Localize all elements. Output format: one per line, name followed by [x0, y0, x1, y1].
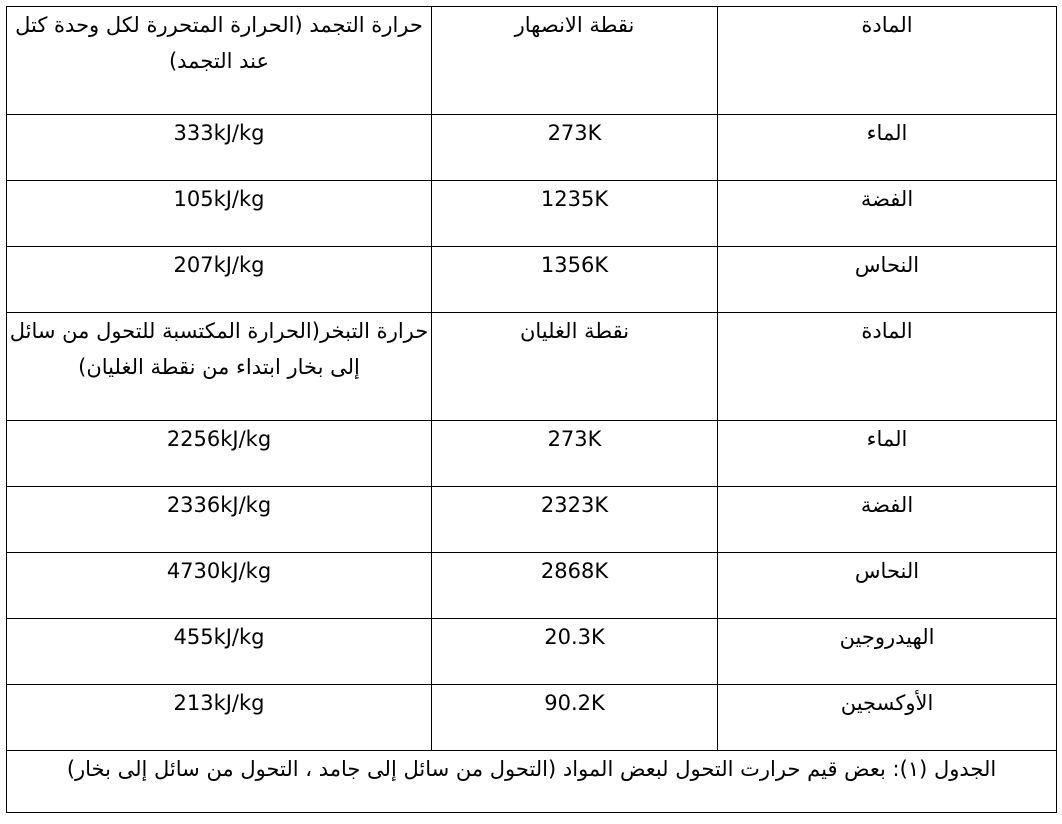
table-row: [7, 181, 1057, 247]
material-cell: النحاس: [718, 553, 1057, 619]
melting-point-cell: 273K: [432, 115, 718, 181]
boiling-point-cell: 273K: [432, 421, 718, 487]
vaporization-heat-cell: 4730kJ/kg: [7, 553, 432, 619]
freezing-heat-cell: 105kJ/kg: [7, 181, 432, 247]
boiling-header-row: [7, 313, 1057, 421]
freezing-heat-cell: 333kJ/kg: [7, 115, 432, 181]
material-cell: الماء: [718, 115, 1057, 181]
vaporization-heat-header: حرارة التبخر(الحرارة المكتسبة للتحول من سائل إلى بخار ابتداء من نقطة الغليان): [7, 313, 432, 421]
caption-row: [7, 751, 1057, 813]
boiling-point-cell: 2323K: [432, 487, 718, 553]
vaporization-heat-cell: 213kJ/kg: [7, 685, 432, 751]
melting-header-row: [7, 7, 1057, 115]
table-row: [7, 619, 1057, 685]
material-cell: الماء: [718, 421, 1057, 487]
boiling-point-cell: 2868K: [432, 553, 718, 619]
boiling-point-cell: 90.2K: [432, 685, 718, 751]
vaporization-heat-cell: 2256kJ/kg: [7, 421, 432, 487]
material-cell: الفضة: [718, 181, 1057, 247]
table-caption: الجدول (١): بعض قيم حرارت التحول لبعض المواد (التحول من سائل إلى جامد ، التحول من سائل إلى بخار): [7, 751, 1057, 813]
table-row: [7, 487, 1057, 553]
table-row: [7, 553, 1057, 619]
material-cell: النحاس: [718, 247, 1057, 313]
material-header: المادة: [718, 313, 1057, 421]
table-row: [7, 685, 1057, 751]
vaporization-heat-cell: 2336kJ/kg: [7, 487, 432, 553]
table-row: [7, 115, 1057, 181]
melting-point-cell: 1356K: [432, 247, 718, 313]
melting-point-header: نقطة الانصهار: [432, 7, 718, 115]
freezing-heat-cell: 207kJ/kg: [7, 247, 432, 313]
table-row: [7, 247, 1057, 313]
phase-change-table: [6, 6, 1057, 813]
material-cell: الأوكسجين: [718, 685, 1057, 751]
material-header: المادة: [718, 7, 1057, 115]
material-cell: الفضة: [718, 487, 1057, 553]
melting-point-cell: 1235K: [432, 181, 718, 247]
boiling-point-header: نقطة الغليان: [432, 313, 718, 421]
freezing-heat-header: حرارة التجمد (الحرارة المتحررة لكل وحدة كتل عند التجمد): [7, 7, 432, 115]
table-row: [7, 421, 1057, 487]
material-cell: الهيدروجين: [718, 619, 1057, 685]
boiling-point-cell: 20.3K: [432, 619, 718, 685]
vaporization-heat-cell: 455kJ/kg: [7, 619, 432, 685]
